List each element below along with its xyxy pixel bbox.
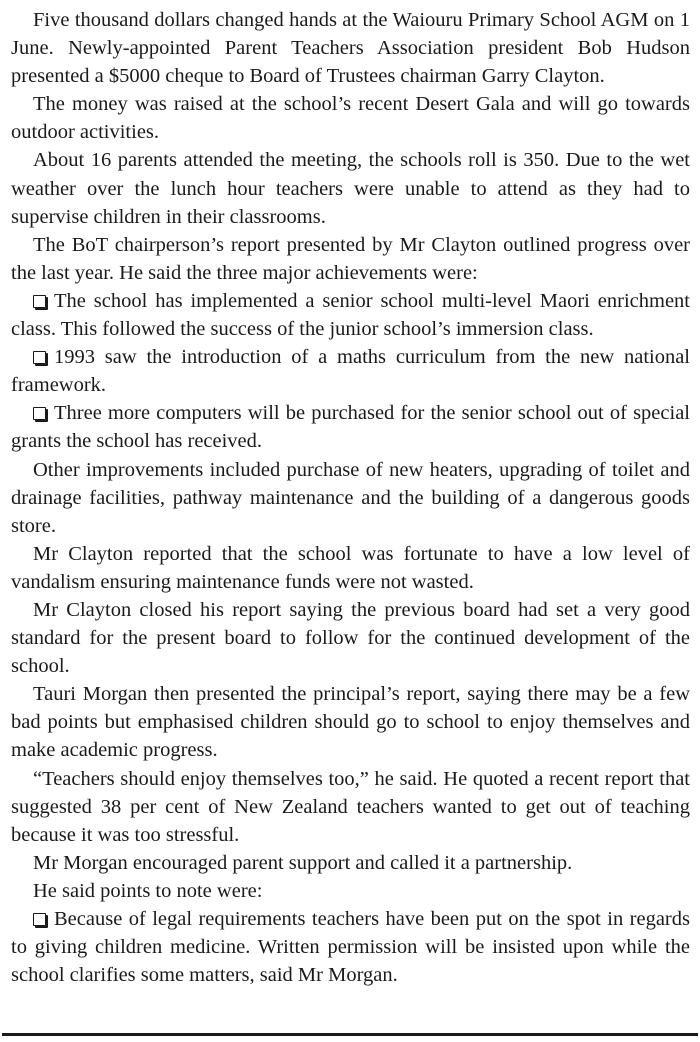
paragraph-text: He said points to note were: xyxy=(33,879,263,902)
paragraph-text: “Teachers should enjoy themselves too,” he said. He quoted a recent report that suggested 38 per cent of New Zealand teachers wanted to get out of teaching because it was too stressful. xyxy=(11,767,690,846)
article-paragraph xyxy=(11,596,690,680)
article-paragraph xyxy=(11,456,690,540)
bullet-paragraph xyxy=(11,399,690,455)
article-paragraph xyxy=(11,877,690,905)
bottom-rule-divider xyxy=(2,1033,698,1036)
checkbox-bullet-icon xyxy=(33,351,46,364)
article-body xyxy=(11,6,690,989)
checkbox-bullet-icon xyxy=(33,407,46,420)
article-paragraph xyxy=(11,6,690,90)
paragraph-text: Three more computers will be purchased for the senior school out of special grants the school has received. xyxy=(11,402,690,453)
article-paragraph xyxy=(11,146,690,230)
bullet-paragraph xyxy=(11,287,690,343)
paragraph-text: Mr Clayton reported that the school was fortunate to have a low level of vandalism ensuring maintenance funds were not wasted. xyxy=(11,542,690,593)
bullet-paragraph xyxy=(11,343,690,399)
article-paragraph xyxy=(11,765,690,849)
paragraph-text: The BoT chairperson’s report presented by Mr Clayton outlined progress over the last year. He said the three major achievements were: xyxy=(11,233,690,284)
checkbox-bullet-icon xyxy=(33,295,46,308)
article-paragraph xyxy=(11,90,690,146)
paragraph-text: About 16 parents attended the meeting, the schools roll is 350. Due to the wet weather over the lunch hour teachers were unable to attend as they had to supervise children in their classrooms. xyxy=(11,149,690,228)
paragraph-text: 1993 saw the introduction of a maths curriculum from the new national framework. xyxy=(11,346,690,397)
paragraph-text: The money was raised at the school’s recent Desert Gala and will go towards outdoor activities. xyxy=(11,93,690,144)
paragraph-text: Other improvements included purchase of new heaters, upgrading of toilet and drainage facilities, pathway maintenance and the building of a dangerous goods store. xyxy=(11,458,690,537)
article-paragraph xyxy=(11,680,690,764)
paragraph-text: Five thousand dollars changed hands at the Waiouru Primary School AGM on 1 June. Newly-appointed Parent Teachers Association president Bob Hudson presented a $5000 cheque to Board of Trustees chairman Garry Clayton. xyxy=(11,9,690,88)
article-paragraph xyxy=(11,231,690,287)
article-paragraph xyxy=(11,540,690,596)
paragraph-text: Tauri Morgan then presented the principal’s report, saying there may be a few bad points but emphasised children should go to school to enjoy themselves and make academic progress. xyxy=(11,683,690,762)
checkbox-bullet-icon xyxy=(33,913,46,926)
bullet-paragraph xyxy=(11,905,690,989)
paragraph-text: Mr Clayton closed his report saying the previous board had set a very good standard for the present board to follow for the continued development of the school. xyxy=(11,598,690,678)
article-paragraph xyxy=(11,849,690,877)
paragraph-text: Because of legal requirements teachers have been put on the spot in regards to giving children medicine. Written permission will be insisted upon while the school clarifies some matters, said Mr Morgan. xyxy=(11,908,690,987)
paragraph-text: The school has implemented a senior school multi-level Maori enrichment class. This followed the success of the junior school’s immersion class. xyxy=(11,289,690,341)
paragraph-text: Mr Morgan encouraged parent support and called it a partnership. xyxy=(33,851,573,874)
